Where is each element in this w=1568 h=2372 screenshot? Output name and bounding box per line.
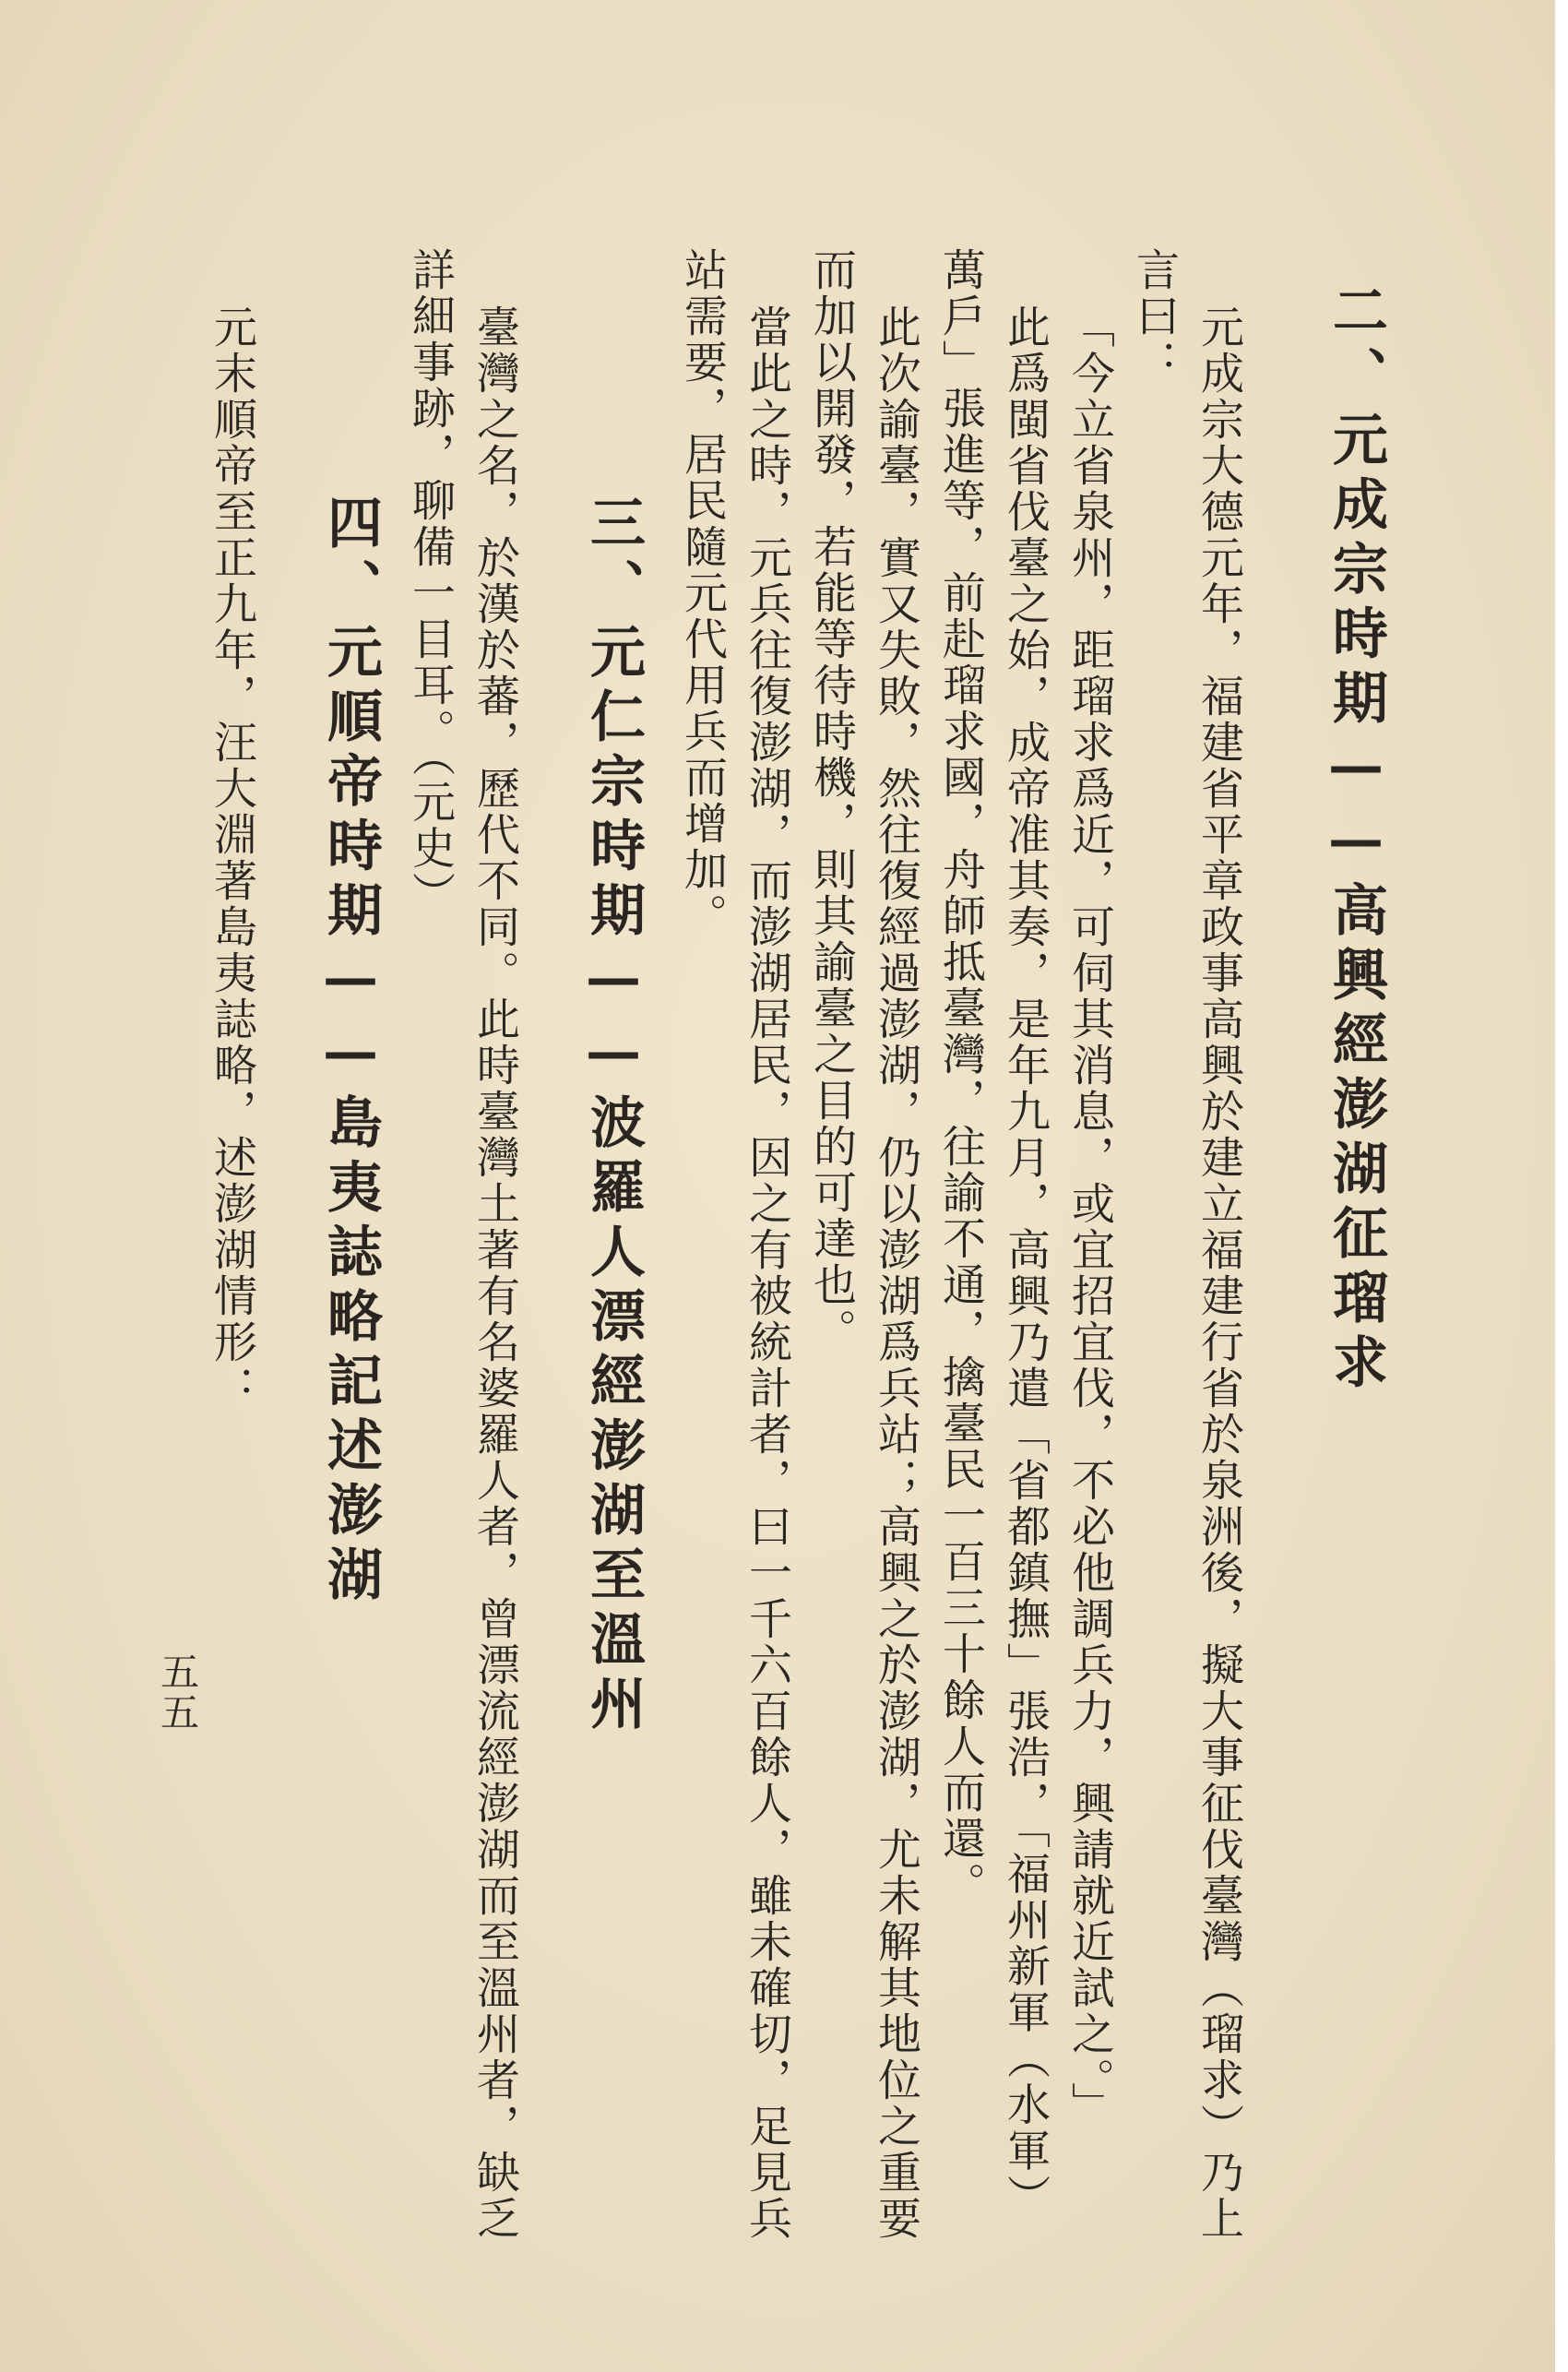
section-2-line-4: 此爲閩省伐臺之始，成帝准其奏，是年九月，高興乃遣「省都鎮撫」張浩，「福州新軍（水軍） — [1000, 304, 1051, 2221]
section-3-line-2: 詳細事跡，聊備一目耳。（元史） — [405, 247, 456, 918]
section-2-line-3: 「今立省泉州，距瑠求爲近，可伺其消息，或宜招宜伐，不必他調兵力，興請就近試之。」 — [1064, 304, 1115, 2128]
section-2-line-5: 萬戶」張進等，前赴瑠求國，舟師抵臺灣，往諭不通，擒臺民一百三十餘人而還。 — [935, 247, 986, 1908]
section-2-heading: 二、元成宗時期——高興經澎湖征瑠求 — [1324, 281, 1388, 1398]
section-2-line-8: 當此之時，元兵往復澎湖，而澎湖居民，因之有被統計者，曰一千六百餘人，雖未確切，足見兵 — [742, 304, 792, 2242]
page-number: 五五 — [155, 1651, 200, 1733]
section-2-line-6: 此次諭臺，實又失敗，然往復經過澎湖，仍以澎湖爲兵站；高興之於澎湖，尤未解其地位之重要 — [871, 304, 921, 2242]
page-edge — [1555, 0, 1568, 2372]
section-4-line-1: 元末順帝至正九年，汪大淵著島夷誌略，述澎湖情形： — [207, 304, 257, 1412]
section-2-line-7: 而加以開發，若能等待時機，則其諭臺之目的可達也。 — [806, 247, 857, 1354]
section-3-heading: 三、元仁宗時期——波羅人漂經澎湖至溫州 — [581, 494, 646, 1739]
section-4-heading: 四、元順帝時期——島夷誌略記述澎湖 — [318, 494, 383, 1610]
section-3-line-1: 臺灣之名，於漢於蕃，歷代不同。此時臺灣土著有名婆羅人者，曾漂流經澎湖而至溫州者，缺乏 — [469, 304, 520, 2242]
section-2-line-2: 言曰： — [1129, 247, 1180, 386]
section-2-line-9: 站需要，居民隨元代用兵而增加。 — [677, 247, 728, 939]
section-2-line-1: 元成宗大德元年，福建省平章政事高興於建立福建行省於泉洲後，擬大事征伐臺灣（瑠求）乃上 — [1194, 304, 1244, 2242]
